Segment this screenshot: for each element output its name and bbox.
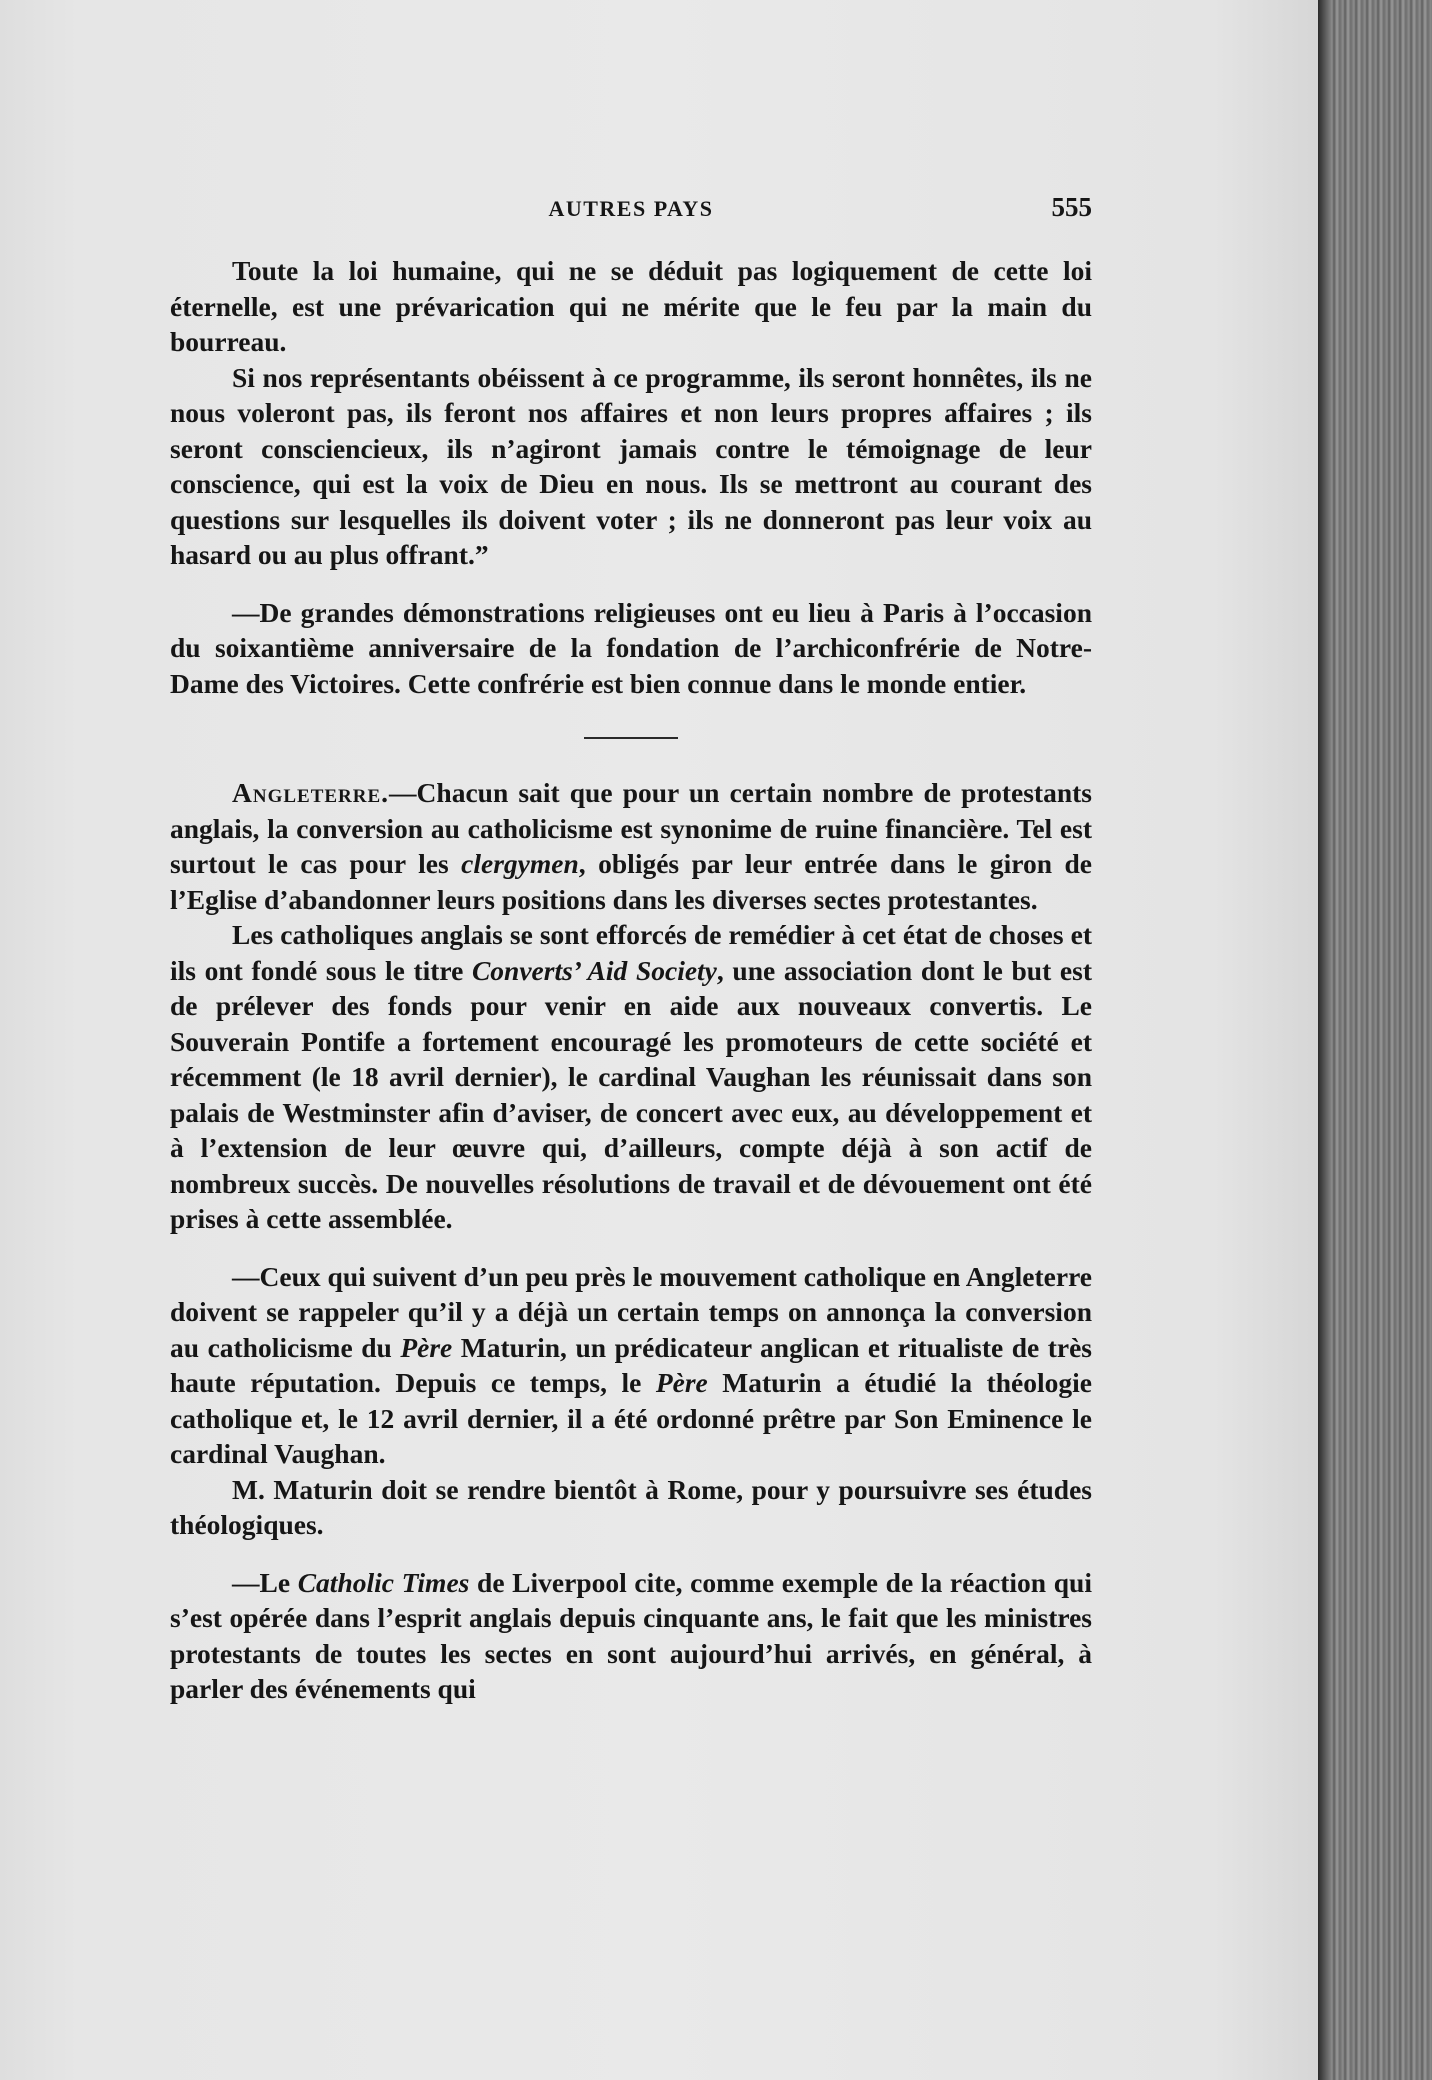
section-divider	[584, 737, 678, 739]
paragraph: Toute la loi humaine, qui ne se déduit pas logiquement de cette loi éternelle, est une prévarication qui ne mérite que le feu par la main du bourreau.	[170, 255, 1092, 357]
paragraph: M. Maturin doit se rendre bientôt à Rome, pour y poursuivre ses études théologiques.	[170, 1473, 1092, 1540]
paragraph: Si nos représentants obéissent à ce programme, ils seront honnêtes, ils ne nous voleront pas, ils feront nos affaires et non leurs propres affaires ; ils seront consciencieux, ils n’agiront jamais contre le témoignage de leur conscience, qui est la voix de Dieu en nous. Ils se mettront au courant des questions sur lesquelles ils doivent voter ; ils ne donneront pas leur voix au hasard ou au plus offrant.”	[170, 361, 1092, 570]
body-text	[170, 253, 1092, 1707]
paragraph: —Ceux qui suivent d’un peu près le mouvement catholique en Angleterre doivent se rappeler qu’il y a déjà un certain temps on annonça la conversion au catholicisme du Père Maturin, un prédicateur anglican et ritualiste de très haute réputation. Depuis ce temps, le Père Maturin a étudié la théologie catholique et, le 12 avril dernier, il a été ordonné prêtre par Son Eminence le cardinal Vaughan.	[170, 1260, 1092, 1469]
paragraph: Les catholiques anglais se sont efforcés de remédier à cet état de choses et ils ont fondé sous le titre Converts’ Aid Society, une association dont le but est de prélever des fonds pour venir en aide aux nouveaux convertis. Le Souverain Pontife a fortement encouragé les promoteurs de cette société et récemment (le 18 avril dernier), le cardinal Vaughan les réunissait dans son palais de Westminster afin d’aviser, de concert avec eux, au développement et à l’extension de leur œuvre qui, d’ailleurs, compte déjà à son actif de nombreux succès. De nouvelles résolutions de travail et de dévouement ont été prises à cette assemblée.	[170, 919, 1092, 1234]
page-number: 555	[1051, 192, 1092, 222]
running-title: AUTRES PAYS	[548, 196, 714, 221]
paragraph: Angleterre.—Chacun sait que pour un certain nombre de protestants anglais, la conversion au catholicisme est synonime de ruine financière. Tel est surtout le cas pour les clergymen, obligés par leur entrée dans le giron de l’Eglise d’abandonner leurs positions dans les diverses sectes protestantes.	[170, 777, 1093, 915]
paragraph: —De grandes démonstrations religieuses ont eu lieu à Paris à l’occasion du soixantième anniversaire de la fondation de l’archiconfrérie de Notre-Dame des Victoires. Cette confrérie est bien connue dans le monde entier.	[170, 596, 1092, 699]
paragraph: —Le Catholic Times de Liverpool cite, comme exemple de la réaction qui s’est opérée dans l’esprit anglais depuis cinquante ans, le fait que les ministres protestants de toutes les sectes en sont aujourd’hui arrivés, en général, à parler des événements qui	[170, 1566, 1092, 1704]
page-edge	[1318, 0, 1432, 2080]
section-heading: Angleterre.	[232, 777, 390, 808]
running-head	[170, 192, 1092, 236]
